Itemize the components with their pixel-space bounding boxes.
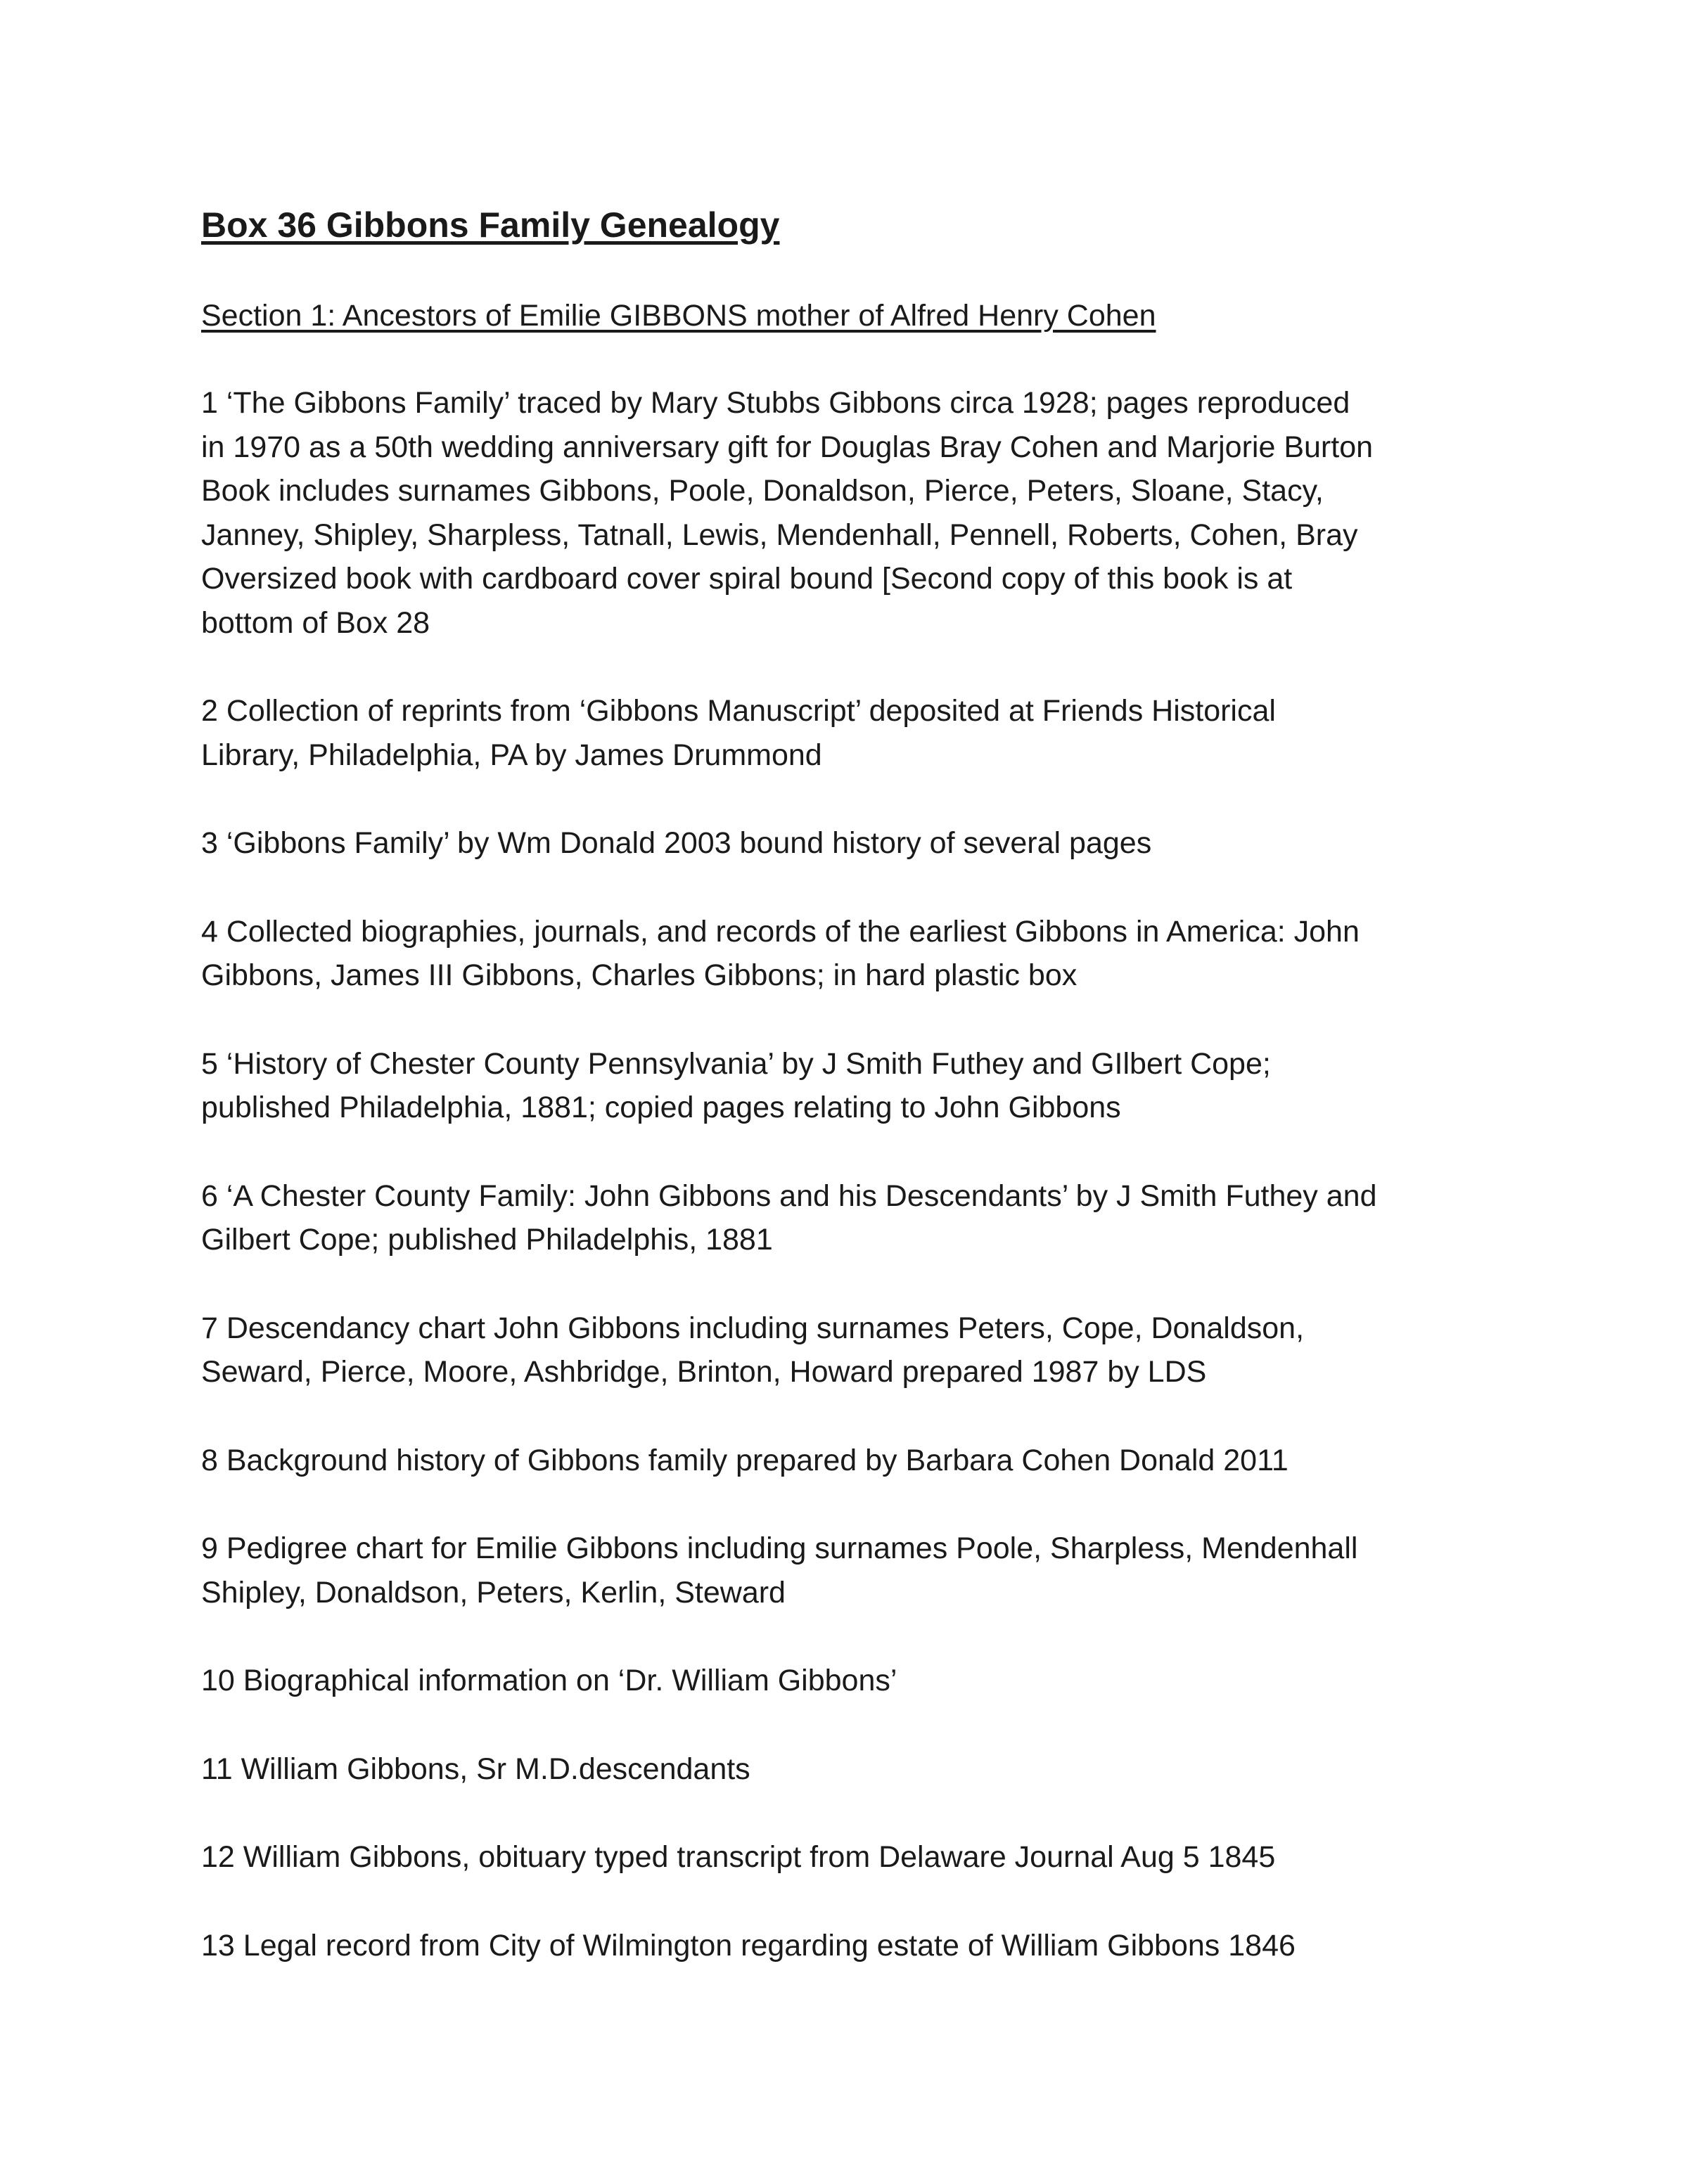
list-item [201, 1306, 1523, 1394]
list-item [201, 1439, 1523, 1483]
list-item-line: 3 ‘Gibbons Family’ by Wm Donald 2003 bound history of several pages [201, 826, 1152, 860]
list-item [201, 1747, 1523, 1792]
section-heading: Section 1: Ancestors of Emilie GIBBONS mother of Alfred Henry Cohen [201, 299, 1156, 333]
list-item-line: 6 ‘A Chester County Family: John Gibbons and his Descendants’ by J Smith Futhey and [201, 1178, 1377, 1213]
list-item [201, 1174, 1523, 1262]
document-page [201, 198, 1523, 2012]
list-item-line: Book includes surnames Gibbons, Poole, Donaldson, Pierce, Peters, Sloane, Stacy, [201, 474, 1324, 508]
list-item-line: 10 Biographical information on ‘Dr. William Gibbons’ [201, 1664, 897, 1697]
list-item-line: in 1970 as a 50th wedding anniversary gift for Douglas Bray Cohen and Marjorie Burton [201, 430, 1374, 464]
list-item-line: Gilbert Cope; published Philadelphis, 1881 [201, 1223, 773, 1257]
list-item [201, 1835, 1523, 1880]
list-item-line: 13 Legal record from City of Wilmington regarding estate of William Gibbons 1846 [201, 1928, 1296, 1963]
list-item-line: published Philadelphia, 1881; copied pages relating to John Gibbons [201, 1091, 1121, 1124]
list-item [201, 381, 1523, 645]
document-title: Box 36 Gibbons Family Genealogy [201, 205, 780, 245]
list-item-line: 2 Collection of reprints from ‘Gibbons Manuscript’ deposited at Friends Historical [201, 694, 1276, 728]
list-item-line: Gibbons, James III Gibbons, Charles Gibbons; in hard plastic box [201, 958, 1078, 992]
list-item-line: Shipley, Donaldson, Peters, Kerlin, Steward [201, 1575, 786, 1610]
list-item [201, 1042, 1523, 1130]
list-item-line: 4 Collected biographies, journals, and records of the earliest Gibbons in America: John [201, 914, 1360, 949]
list-item-line: Oversized book with cardboard cover spiral bound [Second copy of this book is at [201, 562, 1293, 596]
list-item-line: 5 ‘History of Chester County Pennsylvania’ by J Smith Futhey and GIlbert Cope; [201, 1046, 1271, 1081]
list-item-line: 12 William Gibbons, obituary typed transcript from Delaware Journal Aug 5 1845 [201, 1840, 1276, 1874]
list-item [201, 910, 1523, 998]
list-item-line: 1 ‘The Gibbons Family’ traced by Mary Stubbs Gibbons circa 1928; pages reproduced [201, 386, 1350, 420]
list-item-line: Janney, Shipley, Sharpless, Tatnall, Lewis, Mendenhall, Pennell, Roberts, Cohen, Bray [201, 518, 1358, 552]
list-item-line: bottom of Box 28 [201, 605, 430, 640]
list-item-line: 7 Descendancy chart John Gibbons including surnames Peters, Cope, Donaldson, [201, 1311, 1305, 1345]
list-item-line: 8 Background history of Gibbons family prepared by Barbara Cohen Donald 2011 [201, 1443, 1289, 1477]
list-item [201, 1527, 1523, 1614]
list-item-line: 9 Pedigree chart for Emilie Gibbons including surnames Poole, Sharpless, Mendenhall [201, 1531, 1358, 1565]
list-item-line: Library, Philadelphia, PA by James Drummond [201, 738, 822, 772]
entry-list [201, 381, 1523, 1967]
list-item [201, 821, 1523, 866]
list-item [201, 689, 1523, 777]
list-item-line: 11 William Gibbons, Sr M.D.descendants [201, 1752, 750, 1786]
list-item [201, 1924, 1523, 1968]
list-item-line: Seward, Pierce, Moore, Ashbridge, Brinton, Howard prepared 1987 by LDS [201, 1355, 1207, 1389]
list-item [201, 1659, 1523, 1703]
